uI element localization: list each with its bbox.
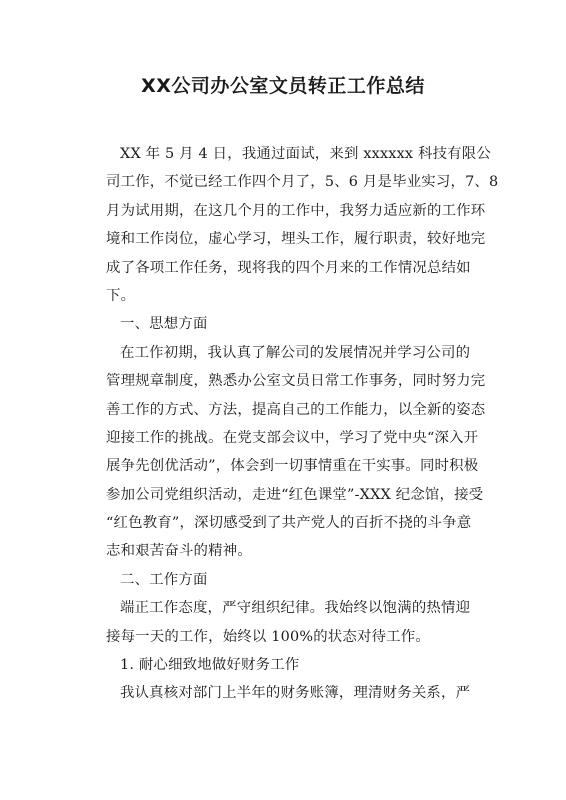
text-line: 展争先创优活动”，体会到一切事情重在干实事。同时积极 <box>106 458 479 475</box>
text-line: 下。 <box>106 287 136 304</box>
text-line: 在工作初期，我认真了解公司的发展情况并学习公司的 <box>120 344 471 361</box>
text-line: 我认真核对部门上半年的财务账簿，理清财务关系，严 <box>120 685 471 702</box>
document-title: XX公司办公室文员转正工作总结 <box>141 75 425 97</box>
text-line: XX 年 5 月 4 日，我通过面试，来到 xxxxxx 科技有限公 <box>120 146 491 162</box>
section-heading-work: 二、工作方面 <box>120 571 208 588</box>
text-line: 境和工作岗位，虚心学习，埋头工作，履行职责，较好地完 <box>106 231 486 248</box>
section-heading-thought: 一、思想方面 <box>120 316 208 333</box>
document-body <box>106 140 499 708</box>
text-line: “红色教育”，深切感受到了共产党人的百折不挠的斗争意 <box>106 515 472 532</box>
subsection-heading-finance: 1. 耐心细致地做好财务工作 <box>120 657 300 674</box>
text-line: 成了各项工作任务，现将我的四个月来的工作情况总结如 <box>106 259 471 276</box>
text-line: 司工作，不觉已经工作四个月了，5、6 月是毕业实习，7、8 <box>106 174 499 191</box>
text-line: 管理规章制度，熟悉办公室文员日常工作事务，同时努力完 <box>106 373 486 390</box>
text-line: 迎接工作的挑战。在党支部会议中，学习了党中央“深入开 <box>106 429 479 446</box>
text-line: 志和艰苦奋斗的精神。 <box>106 543 252 560</box>
text-line: 接每一天的工作，始终以 100%的状态对待工作。 <box>106 628 430 645</box>
text-line: 月为试用期，在这几个月的工作中，我努力适应新的工作环 <box>106 202 486 219</box>
text-line: 参加公司党组织活动，走进“红色课堂”-XXX 纪念馆，接受 <box>106 486 484 503</box>
text-line: 端正工作态度，严守组织纪律。我始终以饱满的热情迎 <box>120 600 471 617</box>
text-line: 善工作的方式、方法，提高自己的工作能力，以全新的姿态 <box>106 401 486 418</box>
